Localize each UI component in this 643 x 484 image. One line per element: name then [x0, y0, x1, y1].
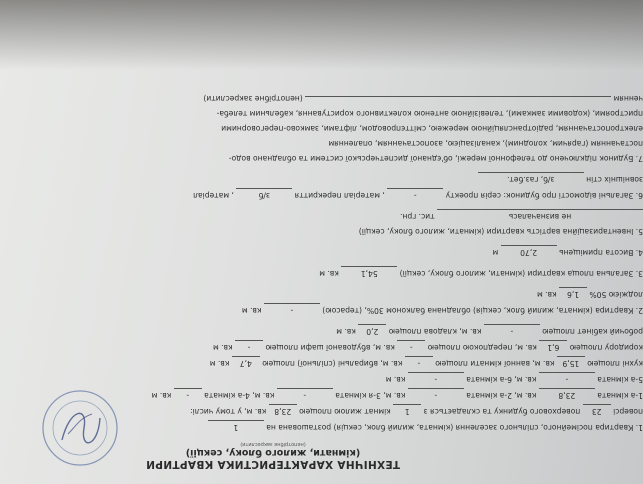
item6-line2 — [0, 172, 643, 185]
sqm-unit: кв. м — [151, 391, 172, 400]
walls-value: з/б, газ.бет. — [478, 172, 584, 185]
item1-line7 — [0, 324, 643, 337]
pantry-value: 2,0 — [358, 324, 386, 337]
meter-unit: м — [492, 248, 499, 257]
corridor-label: коридору площею — [569, 343, 643, 352]
wc-value: 4,7 — [232, 356, 260, 369]
office-label: робочий кабінет площею — [542, 327, 643, 336]
room4-label: кв. м, 4-а кімната — [204, 391, 275, 400]
sqm-unit: кв. м — [241, 306, 262, 315]
bath-label: кв. м, ванної кімнати площею — [435, 359, 555, 368]
subtitle-note: (непотрібне закреслити) — [240, 441, 306, 447]
living-area-label: кімнат жилою площею — [299, 407, 391, 416]
item3 — [0, 266, 643, 279]
overlap-label: , матеріал перекриття — [294, 191, 385, 200]
sqm-unit: кв. м — [336, 327, 356, 336]
ceiling-height-value: 2,70 — [501, 245, 557, 258]
rooms-value: 1 — [393, 404, 421, 417]
item6-text: 6. Загальні відомості про будинок: серія проекту — [445, 191, 643, 200]
bath-value: - — [405, 356, 433, 369]
sqm-unit: кв. м — [536, 290, 557, 299]
room1-label: 1-а кімната — [597, 391, 643, 400]
closet-value: - — [235, 340, 263, 353]
item7-text4: пристроями, (кодовими замками), телевізійною антеною колективного користування, кабельним телеба- — [216, 109, 643, 118]
room1-value: 23,8 — [539, 388, 595, 401]
room6-value: - — [408, 372, 464, 385]
room5-value: - — [539, 372, 595, 385]
hall-label: кв. м, передпокою площею — [427, 343, 537, 352]
terrace-value: - — [264, 303, 320, 316]
item1-line6 — [0, 340, 643, 353]
item7-text1: 7. Будинок підключено до телефонної мережі, об'єднаної диспетчерської системи та обладнано водо- — [228, 154, 643, 163]
item1-line5 — [0, 356, 643, 369]
wc-label: кв. м, вбиральні (спільної) площею — [262, 359, 403, 368]
office-value: - — [484, 324, 540, 337]
item4-text: 4. Висота приміщень — [559, 248, 643, 257]
item2-line2 — [0, 287, 643, 300]
inventory-value: не визначалась — [437, 209, 643, 222]
corridor-value: 6,1 — [539, 340, 567, 353]
floors-total-value: 23 — [583, 404, 611, 417]
item2-line1 — [0, 303, 643, 316]
item5-value-line — [0, 209, 643, 222]
document-subtitle: (кімнати, жилого блоку, секції) — [185, 447, 361, 458]
item7-note: (непотрібне закреслити) — [203, 94, 303, 103]
room2-label: кв. м, 2-а кімната — [466, 391, 537, 400]
item5-text: 5. Інвентаризаційна вартість квартири (кімнати, жилого блоку, секції) — [358, 227, 643, 236]
item7-blank — [305, 96, 611, 97]
loggia-label: лоджією 50% — [589, 290, 643, 299]
loggia-value: 1,6 — [559, 287, 587, 300]
room5-label: 5-а кімната — [597, 375, 643, 384]
kitchen-label: кухні площею — [587, 359, 643, 368]
pantry-label: кв. м, кладова площею — [388, 327, 482, 336]
material-label: , матеріал — [193, 191, 234, 200]
room3-label: кв. м, 3-я кімната — [335, 391, 406, 400]
sqm-unit: кв. м — [385, 375, 406, 384]
item2-text: 2. Квартира (кімната, жилий блок, секція) обладнана балконом 30%, (терасою) — [322, 306, 643, 315]
living-area-value: 23,8 — [269, 404, 297, 417]
item7-text2: постачанням (гарячим, холодним), каналізацією, азопостачанням, опаленням — [328, 139, 643, 148]
floor-label: поверсі — [613, 407, 643, 416]
hall-value: - — [397, 340, 425, 353]
item1-line4 — [0, 372, 643, 385]
item7-text3: електропостачанням, радіотрансляційною мережею, сміттєпроводом, ліфтами, замково-переговорними — [221, 124, 643, 133]
room2-value: - — [408, 388, 464, 401]
sqm-unit: кв. м — [212, 343, 233, 352]
item1-text: 1. Квартира посімейного, спільного заселення (кімната, жилий блок, секція) розташована на — [266, 423, 643, 432]
including-label: кв. м, у тому числі: — [190, 407, 267, 416]
total-area-value: 54,1 — [341, 266, 397, 279]
currency-label: тис. грн. — [400, 212, 435, 221]
closet-label: кв. м, вбудованої шафи площею — [265, 343, 395, 352]
item5 — [0, 225, 643, 237]
item4 — [0, 245, 643, 258]
kitchen-value: 15,9 — [557, 356, 585, 369]
item6-line1 — [0, 188, 643, 201]
sqm-unit: кв. м — [209, 359, 230, 368]
item3-text: 3. Загальна площа квартири (кімнати, жилого блоку, секції) — [399, 269, 643, 278]
floor-value: 1 — [208, 420, 264, 433]
sqm-unit: кв. м — [319, 269, 339, 278]
item7-text5: ченням — [613, 94, 643, 103]
walls-label: зовнішніх стін — [586, 175, 643, 184]
room4-value: - — [174, 388, 202, 401]
official-stamp-icon — [40, 388, 120, 468]
item7-line5 — [0, 92, 643, 104]
room3-value: - — [277, 388, 333, 401]
series-value: - — [387, 188, 443, 201]
rooms-label: поверхового будинку та складається з — [423, 407, 581, 416]
room6-label: кв. м, 6-а кімната — [466, 375, 537, 384]
overlap-value: з/б — [236, 188, 292, 201]
document-title: ТЕХНІЧНА ХАРАКТЕРИСТИКА КВАРТИРИ — [145, 458, 401, 470]
